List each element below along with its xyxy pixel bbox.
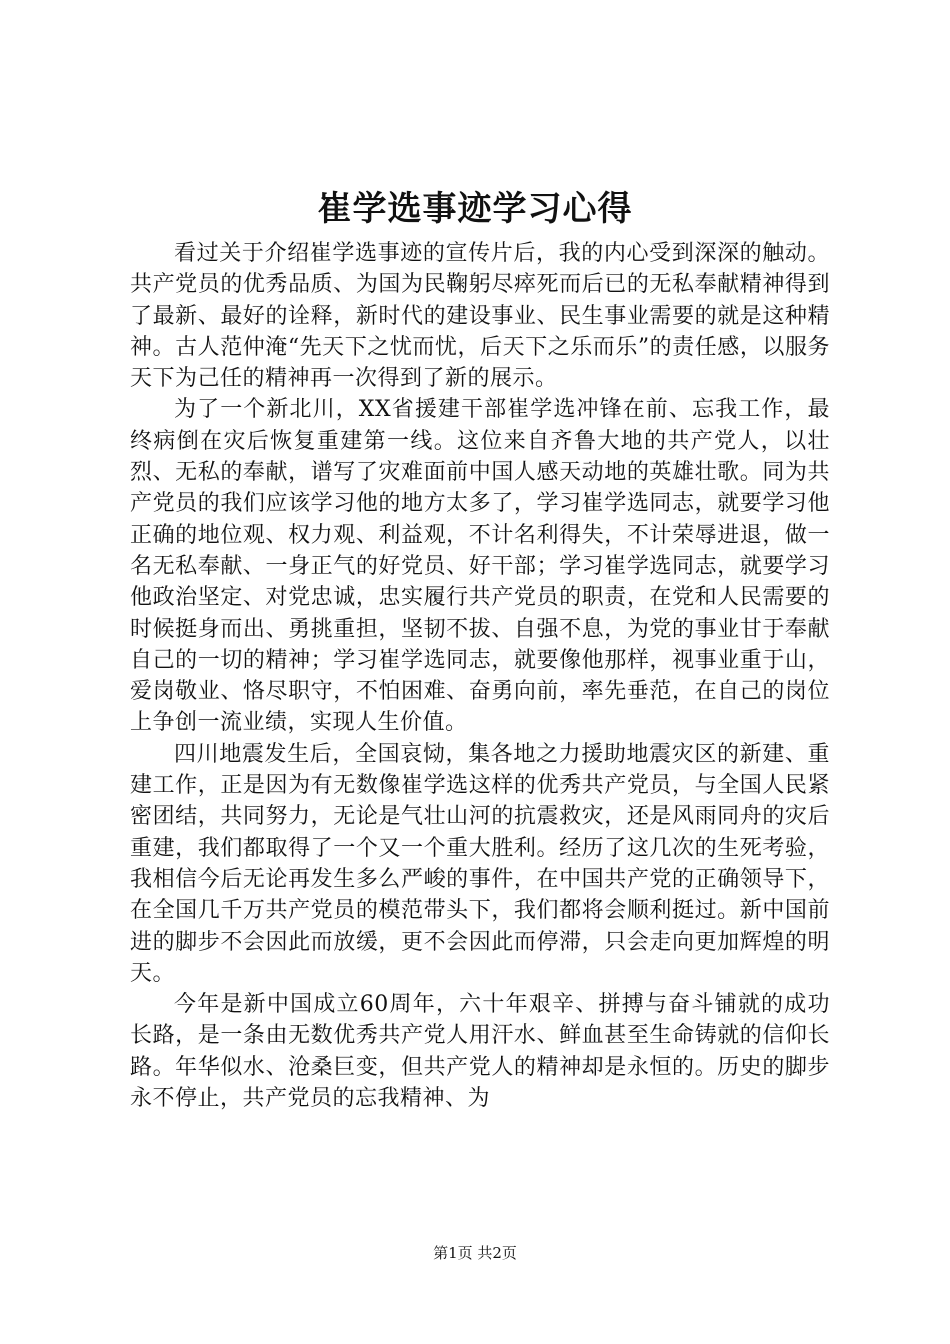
document-body [130,238,830,1114]
paragraph-2: 为了一个新北川，XX省援建干部崔学选冲锋在前、忘我工作，最终病倒在灾后恢复重建第一线。这位来自齐鲁大地的共产党人，以壮烈、无私的奉献，谱写了灾难面前中国人感天动地的英雄壮歌。同为共产党员的我们应该学习他的地方太多了，学习崔学选同志，就要学习他正确的地位观、权力观、利益观，不计名利得失，不计荣辱进退，做一名无私奉献、一身正气的好党员、好干部；学习崔学选同志，就要学习他政治坚定、对党忠诚，忠实履行共产党员的职责，在党和人民需要的时候挺身而出、勇挑重担，坚韧不拔、自强不息，为党的事业甘于奉献自己的一切的精神；学习崔学选同志，就要像他那样，视事业重于山，爱岗敬业、恪尽职守，不怕困难、奋勇向前，率先垂范，在自己的岗位上争创一流业绩，实现人生价值。 [130,397,830,736]
page-footer: 第1页 共2页 [433,1244,517,1262]
document-title: 崔学选事迹学习心得 [317,189,633,229]
paragraph-4: 今年是新中国成立60周年，六十年艰辛、拼搏与奋斗铺就的成功长路，是一条由无数优秀共产党人用汗水、鲜血甚至生命铸就的信仰长路。年华似水、沧桑巨变，但共产党人的精神却是永恒的。历史的脚步永不停止，共产党员的忘我精神、为 [130,992,830,1112]
paragraph-1: 看过关于介绍崔学选事迹的宣传片后，我的内心受到深深的触动。共产党员的优秀品质、为国为民鞠躬尽瘁死而后已的无私奉献精神得到了最新、最好的诠释，新时代的建设事业、民生事业需要的就是这种精神。古人范仲淹“先天下之忧而忧，后天下之乐而乐”的责任感，以服务天下为己任的精神再一次得到了新的展示。 [130,241,830,392]
paragraph-3: 四川地震发生后，全国哀恸，集各地之力援助地震灾区的新建、重建工作，正是因为有无数像崔学选这样的优秀共产党员，与全国人民紧密团结，共同努力，无论是气壮山河的抗震救灾，还是风雨同舟的灾后重建，我们都取得了一个又一个重大胜利。经历了这几次的生死考验，我相信今后无论再发生多么严峻的事件，在中国共产党的正确领导下，在全国几千万共产党员的模范带头下，我们都将会顺利挺过。新中国前进的脚步不会因此而放缓，更不会因此而停滞，只会走向更加辉煌的明天。 [130,741,830,986]
